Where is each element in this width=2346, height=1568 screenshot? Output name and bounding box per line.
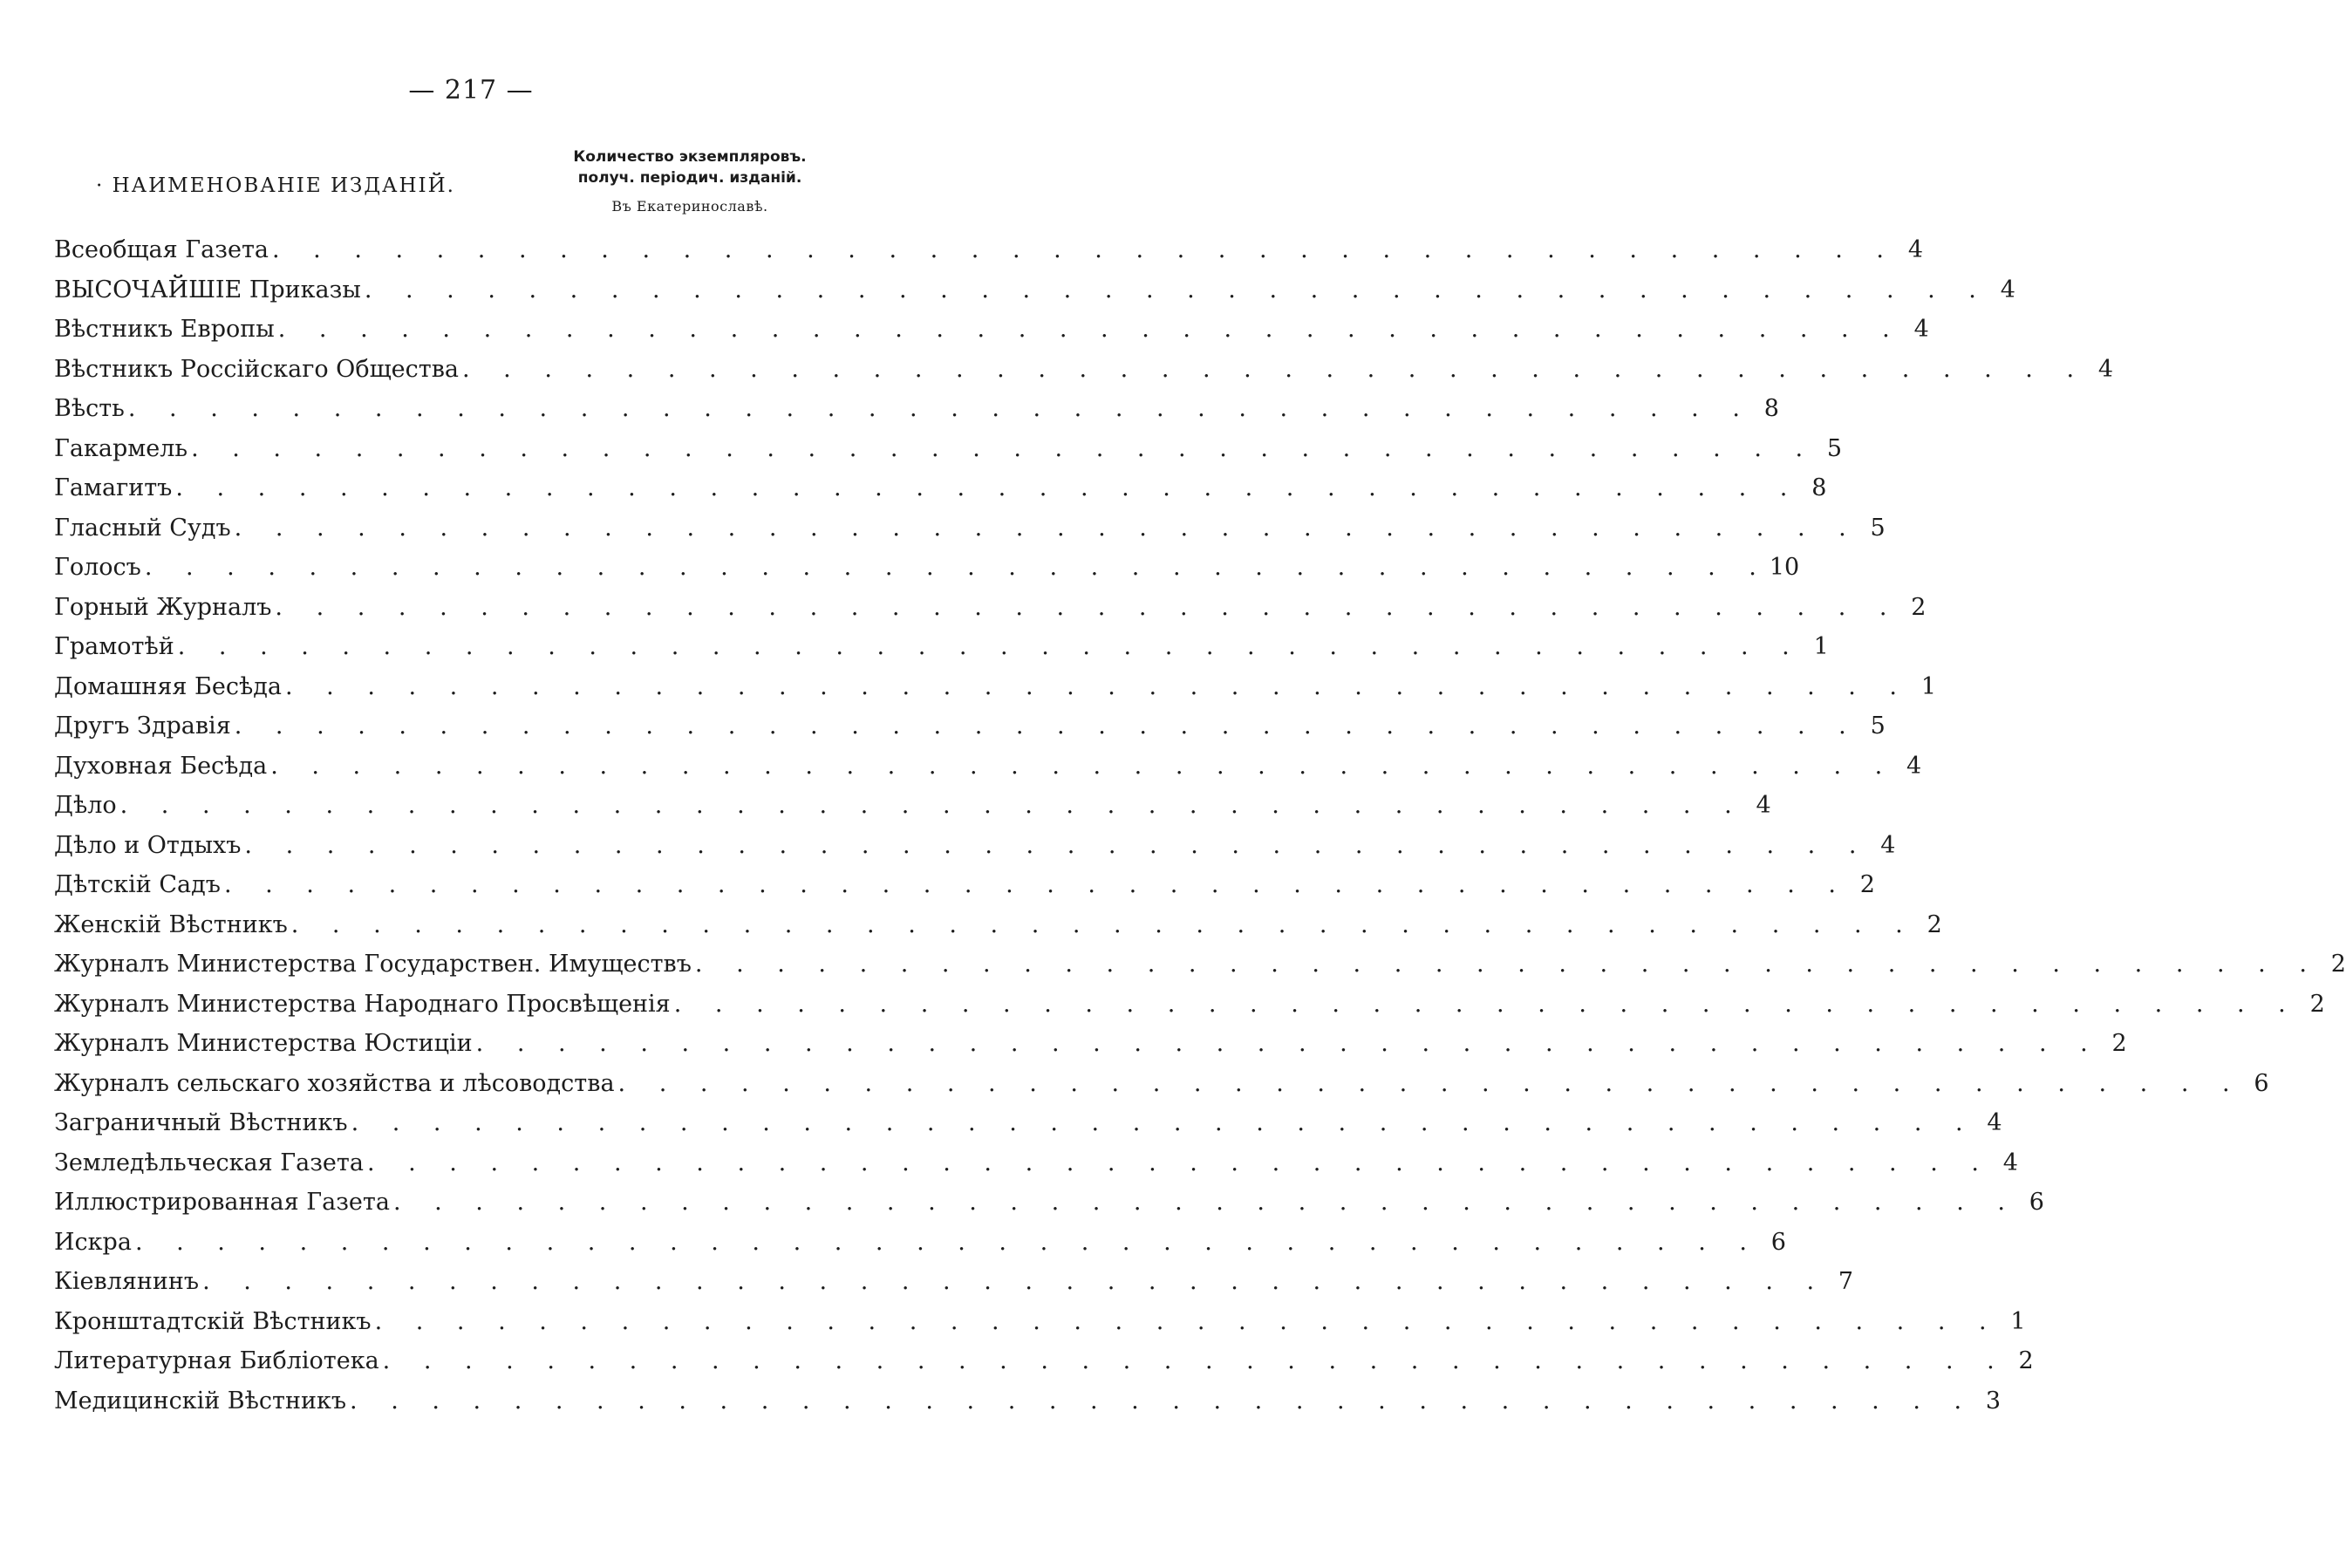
copy-count: 6 xyxy=(2029,1189,2044,1216)
table-row xyxy=(54,1381,2002,1421)
publication-title: Кіевлянинъ xyxy=(54,1268,200,1295)
publication-title: Дѣло xyxy=(54,792,117,819)
dot-leader: . . . . . . . . . . . . . . . . . . . . . . . . . . . . . . . . . . . . . . . . xyxy=(234,514,1859,542)
table-row xyxy=(54,389,1779,429)
copy-count-header-line-2: получ. періодич. изданій. xyxy=(577,169,802,187)
copy-count: 5 xyxy=(1870,514,1886,542)
publication-title: Дѣло и Отдыхъ xyxy=(54,831,242,859)
table-row xyxy=(54,230,1924,270)
publication-title: Дѣтскій Садъ xyxy=(54,871,221,898)
table-row xyxy=(54,826,1896,866)
publication-title: Домашняя Бесѣда xyxy=(54,672,282,700)
publication-title: Всеобщая Газета xyxy=(54,236,269,263)
table-row xyxy=(54,985,2325,1025)
publication-title: Гакармель xyxy=(54,434,188,462)
dot-leader: . . . . . . . . . . . . . . . . . . . . . . . . . . . . . . . . . . . . . . . . xyxy=(271,236,1898,263)
table-row xyxy=(54,1143,2018,1183)
copy-count-header-location: Въ Екатеринославѣ. xyxy=(611,198,768,215)
column-header-publication-name: · НАИМЕНОВАНІЕ ИЗДАНІЙ. xyxy=(96,174,455,197)
copy-count: 4 xyxy=(1987,1109,2002,1136)
copy-count: 2 xyxy=(1927,910,1942,938)
copy-count: 4 xyxy=(1913,316,1929,343)
dot-leader: . . . . . . . . . . . . . . . . . . . . . . . . . . . . . . . . . . . . . . . . xyxy=(673,990,2299,1018)
publication-title: Вѣсть xyxy=(54,395,125,422)
dot-leader: . . . . . . . . . . . . . . . . . . . . . . . . . . . . . . . . . . . . . . . . xyxy=(134,1228,1760,1256)
table-row xyxy=(54,429,1843,469)
copy-count: 2 xyxy=(1859,871,1875,898)
page-number: — 217 — xyxy=(408,75,534,106)
table-row xyxy=(54,1064,2269,1104)
table-row xyxy=(54,944,2346,985)
publication-title: Журналъ Министерства Государствен. Имуществъ xyxy=(54,951,692,978)
copy-count: 10 xyxy=(1769,554,1800,581)
publication-title: Гамагитъ xyxy=(54,474,173,501)
table-row xyxy=(54,1024,2127,1064)
dot-leader: . . . . . . . . . . . . . . . . . . . . . . . . . . . . . . . . . . . . . . . . xyxy=(202,1268,1828,1295)
publication-title: ВЫСОЧАЙШІЕ Приказы xyxy=(54,276,361,303)
dot-leader: . . . . . . . . . . . . . . . . . . . . . . . . . . . . . . . . . . . . . . . . xyxy=(617,1069,2243,1097)
copy-count: 6 xyxy=(1770,1228,1786,1256)
dot-leader: . . . . . . . . . . . . . . . . . . . . . . . . . . . . . . . . . . . . . . . . xyxy=(127,395,1753,422)
dot-leader: . . . . . . . . . . . . . . . . . . . . . . . . . . . . . . . . . . . . . . . . xyxy=(234,712,1859,740)
copy-count: 2 xyxy=(2111,1030,2127,1057)
publication-title: Голосъ xyxy=(54,554,141,581)
copy-count: 2 xyxy=(2330,951,2346,978)
table-row xyxy=(54,588,1927,628)
copy-count: 8 xyxy=(1811,474,1827,501)
dot-leader: . . . . . . . . . . . . . . . . . . . . . . . . . . . . . . . . . . . . . . . . xyxy=(175,474,1801,501)
table-row xyxy=(54,786,1771,826)
dot-leader: . . . . . . . . . . . . . . . . . . . . . . . . . . . . . . . . . . . . . . . . xyxy=(144,554,1770,581)
copy-count: 2 xyxy=(2309,990,2325,1018)
publication-title: Журналъ Министерства Юстиціи xyxy=(54,1030,473,1057)
copy-count: 4 xyxy=(2000,276,2015,303)
table-row xyxy=(54,1262,1854,1302)
dot-leader: . . . . . . . . . . . . . . . . . . . . . . . . . . . . . . . . . . . . . . . . xyxy=(119,792,1745,819)
table-row xyxy=(54,1223,1786,1263)
copy-count: 4 xyxy=(1906,752,1922,780)
dot-leader: . . . . . . . . . . . . . . . . . . . . . . . . . . . . . . . . . . . . . . . . xyxy=(475,1030,2101,1057)
publication-title: Вѣстникъ Россійскаго Общества xyxy=(54,355,460,383)
copy-count-header-line-1: Количество экземпляровъ. xyxy=(573,148,807,166)
copy-count: 5 xyxy=(1826,434,1843,462)
table-row xyxy=(54,508,1886,549)
copy-count: 1 xyxy=(2010,1307,2026,1335)
dot-leader: . . . . . . . . . . . . . . . . . . . . . . . . . . . . . . . . . . . . . . . . xyxy=(364,276,1989,303)
publication-title: Гласный Судъ xyxy=(54,514,231,542)
copy-count: 5 xyxy=(1870,712,1886,740)
dot-leader: . . . . . . . . . . . . . . . . . . . . . . . . . . . . . . . . . . . . . . . . xyxy=(285,672,1911,700)
copy-count: 1 xyxy=(1920,672,1937,700)
copy-count: 2 xyxy=(2018,1347,2034,1374)
publication-title: Заграничный Вѣстникъ xyxy=(54,1109,348,1136)
table-row xyxy=(54,1103,2002,1143)
publication-title: Горный Журналъ xyxy=(54,593,272,621)
copy-count: 7 xyxy=(1838,1268,1854,1295)
publication-title: Кронштадтскій Вѣстникъ xyxy=(54,1307,372,1335)
table-row xyxy=(54,706,1886,747)
publication-title: Женскій Вѣстникъ xyxy=(54,910,288,938)
dot-leader: . . . . . . . . . . . . . . . . . . . . . . . . . . . . . . . . . . . . . . . . xyxy=(374,1307,2000,1335)
dot-leader: . . . . . . . . . . . . . . . . . . . . . . . . . . . . . . . . . . . . . . . . xyxy=(277,316,1903,343)
publication-title: Медицинскій Вѣстникъ xyxy=(54,1387,347,1415)
copy-count: 8 xyxy=(1763,395,1779,422)
dot-leader: . . . . . . . . . . . . . . . . . . . . . . . . . . . . . . . . . . . . . . . . xyxy=(270,752,1896,780)
copy-count: 3 xyxy=(1985,1387,2002,1415)
table-row xyxy=(54,667,1937,707)
dot-leader: . . . . . . . . . . . . . . . . . . . . . . . . . . . . . . . . . . . . . . . . xyxy=(244,831,1870,859)
copy-count: 2 xyxy=(1911,593,1927,621)
copy-count: 4 xyxy=(1907,236,1924,263)
dot-leader: . . . . . . . . . . . . . . . . . . . . . . . . . . . . . . . . . . . . . . . . xyxy=(366,1149,1992,1176)
dot-leader: . . . . . . . . . . . . . . . . . . . . . . . . . . . . . . . . . . . . . . . . xyxy=(177,633,1803,660)
publication-title: Иллюстрированная Газета xyxy=(54,1189,390,1216)
copy-count: 1 xyxy=(1813,633,1829,660)
table-row xyxy=(54,1183,2044,1223)
publication-title: Грамотѣй xyxy=(54,633,174,660)
publication-title: Духовная Бесѣда xyxy=(54,752,268,780)
publication-title: Журналъ сельскаго хозяйства и лѣсоводства xyxy=(54,1069,615,1097)
dot-leader: . . . . . . . . . . . . . . . . . . . . . . . . . . . . . . . . . . . . . . . . xyxy=(694,951,2320,978)
copy-count: 4 xyxy=(1756,792,1771,819)
publications-table xyxy=(54,230,2346,1421)
table-row xyxy=(54,468,1827,508)
table-row xyxy=(54,747,1922,787)
table-row xyxy=(54,627,1829,667)
publication-title: Литературная Библіотека xyxy=(54,1347,379,1374)
table-row xyxy=(54,865,1875,905)
copy-count: 4 xyxy=(2097,355,2114,383)
table-row xyxy=(54,905,1942,945)
table-row xyxy=(54,310,1929,350)
copy-count: 4 xyxy=(2002,1149,2018,1176)
copy-count: 4 xyxy=(1880,831,1896,859)
publication-title: Другъ Здравія xyxy=(54,712,231,740)
dot-leader: . . . . . . . . . . . . . . . . . . . . . . . . . . . . . . . . . . . . . . . . xyxy=(191,434,1817,462)
dot-leader: . . . . . . . . . . . . . . . . . . . . . . . . . . . . . . . . . . . . . . . . xyxy=(290,910,1916,938)
table-row xyxy=(54,1341,2034,1381)
column-header-copy-count xyxy=(569,147,811,215)
dot-leader: . . . . . . . . . . . . . . . . . . . . . . . . . . . . . . . . . . . . . . . . xyxy=(223,871,1849,898)
dot-leader: . . . . . . . . . . . . . . . . . . . . . . . . . . . . . . . . . . . . . . . . xyxy=(392,1189,2018,1216)
publication-title: Вѣстникъ Европы xyxy=(54,316,275,343)
dot-leader: . . . . . . . . . . . . . . . . . . . . . . . . . . . . . . . . . . . . . . . . xyxy=(275,593,1900,621)
dot-leader: . . . . . . . . . . . . . . . . . . . . . . . . . . . . . . . . . . . . . . . . xyxy=(382,1347,2008,1374)
publication-title: Земледѣльческая Газета xyxy=(54,1149,364,1176)
table-row xyxy=(54,350,2114,390)
table-row xyxy=(54,270,2015,310)
table-row xyxy=(54,1302,2026,1342)
copy-count: 6 xyxy=(2254,1069,2269,1097)
dot-leader: . . . . . . . . . . . . . . . . . . . . . . . . . . . . . . . . . . . . . . . . xyxy=(350,1387,1975,1415)
table-row xyxy=(54,548,1800,588)
dot-leader: . . . . . . . . . . . . . . . . . . . . . . . . . . . . . . . . . . . . . . . . xyxy=(462,355,2088,383)
publication-title: Искра xyxy=(54,1228,132,1256)
dot-leader: . . . . . . . . . . . . . . . . . . . . . . . . . . . . . . . . . . . . . . . . xyxy=(351,1109,1976,1136)
publication-title: Журналъ Министерства Народнаго Просвѣщенія xyxy=(54,990,671,1018)
